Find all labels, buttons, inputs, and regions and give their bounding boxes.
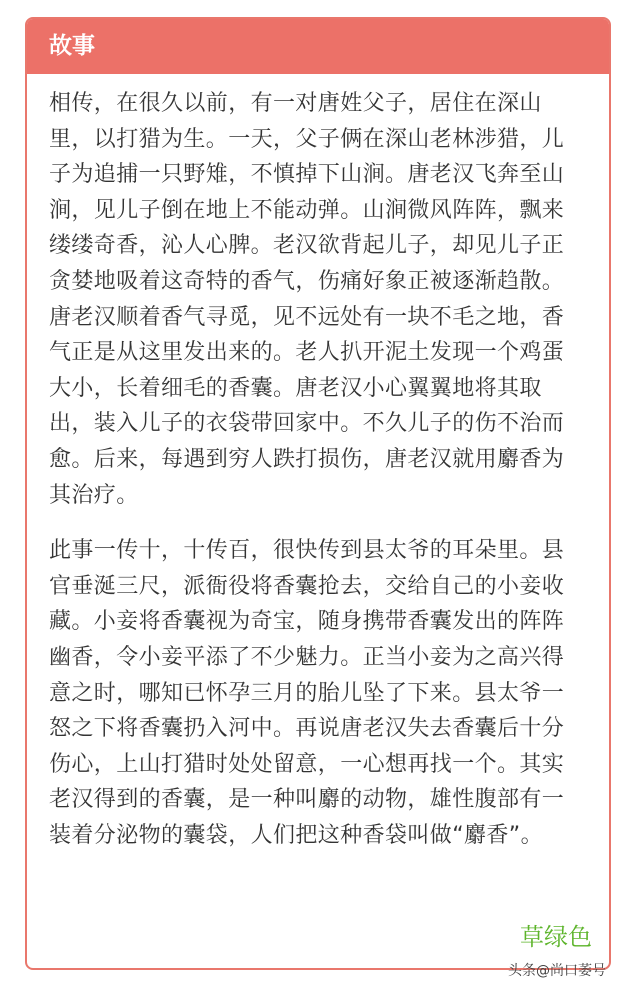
story-card: [25, 17, 611, 970]
text-line: 里，以打猎为生。一天，父子俩在深山老林涉猎，儿: [49, 126, 565, 152]
text-line: 伤心，上山打猎时处处留意，一心想再找一个。其实: [49, 751, 565, 777]
text-line: 气正是从这里发出来的。老人扒开泥土发现一个鸡蛋: [49, 340, 565, 366]
paragraph: [49, 533, 609, 853]
text-line: 涧，见儿子倒在地上不能动弹。山涧微风阵阵，飘来: [49, 197, 565, 223]
text-line: 意之时，哪知已怀孕三月的胎儿坠了下来。县太爷一: [49, 680, 565, 706]
text-line: 藏。小妾将香囊视为奇宝，随身携带香囊发出的阵阵: [49, 609, 565, 635]
text-line: 装着分泌物的囊袋，人们把这种香袋叫做“麝香”。: [49, 822, 543, 848]
text-line: 大小，长着细毛的香囊。唐老汉小心翼翼地将其取: [49, 375, 542, 401]
text-line: 其治疗。: [49, 482, 139, 508]
text-line: 贪婪地吸着这奇特的香气，伤痛好象正被逐渐趋散。: [49, 268, 565, 294]
story-body: [27, 74, 609, 853]
watermark: 头条@尚口萎号: [508, 963, 606, 979]
overlay-label: 草绿色: [520, 923, 592, 951]
paragraph: [49, 86, 609, 513]
text-line: 缕缕奇香，沁人心脾。老汉欲背起儿子，却见儿子正: [49, 233, 565, 259]
card-title: 故事: [27, 19, 609, 74]
text-line: 相传，在很久以前，有一对唐姓父子，居住在深山: [49, 91, 542, 116]
text-line: 幽香，令小妾平添了不少魅力。正当小妾为之高兴得: [49, 644, 565, 670]
text-line: 出，装入儿子的衣袋带回家中。不久儿子的伤不治而: [49, 411, 565, 437]
text-line: 老汉得到的香囊，是一种叫麝的动物，雄性腹部有一: [49, 787, 565, 813]
text-line: 愈。后来，每遇到穷人跌打损伤，唐老汉就用麝香为: [49, 446, 565, 472]
text-line: 怒之下将香囊扔入河中。再说唐老汉失去香囊后十分: [49, 716, 565, 742]
text-line: 唐老汉顺着香气寻觅，见不远处有一块不毛之地，香: [49, 304, 565, 330]
text-line: 官垂涎三尺，派衙役将香囊抢去，交给自己的小妾收: [49, 573, 565, 599]
text-line: 子为追捕一只野雉，不慎掉下山涧。唐老汉飞奔至山: [49, 162, 565, 188]
text-line: 此事一传十，十传百，很快传到县太爷的耳朵里。县: [49, 538, 565, 564]
